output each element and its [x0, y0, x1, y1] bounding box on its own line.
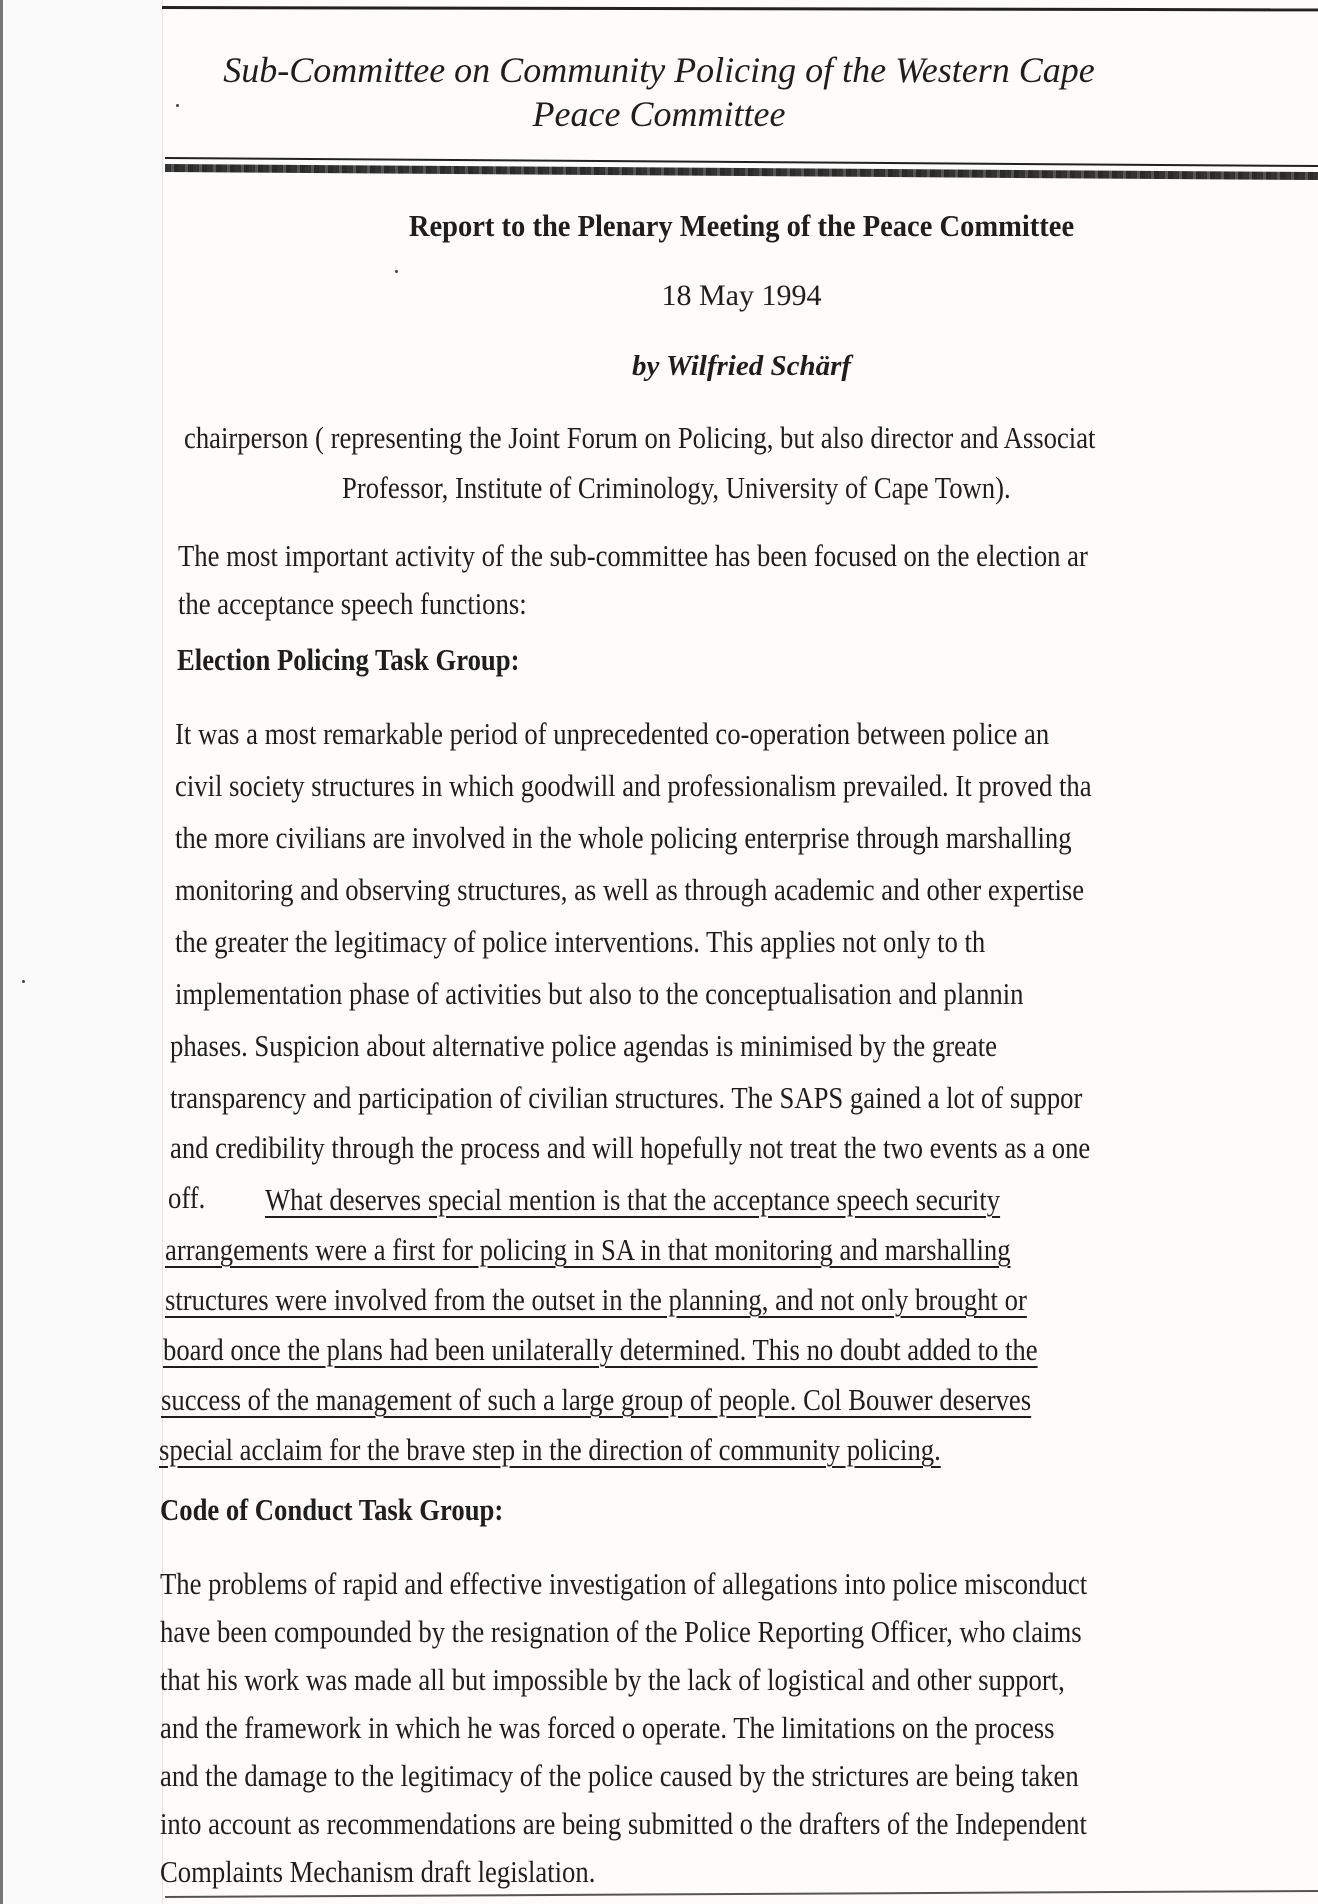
- conduct-line-2: have been compounded by the resignation of the Police Reporting Officer, who claims: [160, 1614, 1082, 1649]
- conduct-line-7: Complaints Mechanism draft legislation.: [160, 1854, 596, 1889]
- header-title-line2: Peace Committee: [532, 94, 786, 134]
- highlighted-line-4: board once the plans had been unilaterally determined. This no doubt added to the: [163, 1332, 1038, 1367]
- election-line-1: It was a most remarkable period of unprecedented co-operation between police an: [175, 716, 1050, 751]
- election-line-9: and credibility through the process and will hopefully not treat the two events as a one: [170, 1130, 1091, 1165]
- highlighted-line-3: structures were involved from the outset in the planning, and not only brought or: [165, 1282, 1027, 1317]
- highlighted-line-6: special acclaim for the brave step in the direction of community policing.: [159, 1432, 941, 1467]
- intro-line-2: the acceptance speech functions:: [178, 586, 527, 621]
- section-heading-code-of-conduct: Code of Conduct Task Group:: [160, 1492, 504, 1527]
- election-line-3: the more civilians are involved in the whole policing enterprise through marshalling: [175, 820, 1072, 855]
- section-heading-election: Election Policing Task Group:: [177, 642, 520, 677]
- conduct-line-5: and the damage to the legitimacy of the police caused by the strictures are being taken: [160, 1758, 1079, 1793]
- election-line-8: transparency and participation of civilian structures. The SAPS gained a lot of suppor: [170, 1080, 1083, 1115]
- scan-left-margin: [0, 0, 162, 1904]
- report-date: 18 May 1994: [661, 279, 822, 312]
- highlighted-line-5: success of the management of such a large group of people. Col Bouwer deserves: [161, 1382, 1032, 1417]
- report-title: Report to the Plenary Meeting of the Peace Committee: [408, 208, 1075, 243]
- election-line-2: civil society structures in which goodwill and professionalism prevailed. It proved tha: [175, 768, 1092, 803]
- highlighted-line-2: arrangements were a first for policing in SA in that monitoring and marshalling: [165, 1232, 1011, 1267]
- conduct-line-3: that his work was made all but impossible by the lack of logistical and other support,: [160, 1662, 1065, 1697]
- scan-speck: [176, 104, 179, 107]
- header-title-line1: Sub-Committee on Community Policing of the Western Cape: [223, 50, 1095, 90]
- report-byline: by Wilfried Schärf: [631, 350, 852, 382]
- highlighted-line-1: What deserves special mention is that the acceptance speech security: [265, 1182, 1001, 1217]
- conduct-line-4: and the framework in which he was forced o operate. The limitations on the process: [160, 1710, 1055, 1745]
- conduct-line-6: into account as recommendations are being submitted o the drafters of the Independent: [160, 1806, 1087, 1841]
- scan-speck: [395, 270, 398, 273]
- affiliation-line-1: chairperson ( representing the Joint Forum on Policing, but also director and Associat: [184, 420, 1096, 455]
- election-line-4: monitoring and observing structures, as well as through academic and other expertise: [175, 872, 1085, 907]
- scan-edge-line: [0, 0, 3, 1904]
- election-line-6: implementation phase of activities but also to the conceptualisation and plannin: [175, 976, 1024, 1011]
- scan-speck: [22, 980, 25, 983]
- election-line-7: phases. Suspicion about alternative police agendas is minimised by the greate: [170, 1028, 997, 1063]
- election-line-10: off.: [168, 1180, 206, 1215]
- conduct-line-1: The problems of rapid and effective investigation of allegations into police misconduct: [160, 1566, 1088, 1601]
- intro-line-1: The most important activity of the sub-committee has been focused on the election ar: [178, 538, 1088, 573]
- affiliation-line-2: Professor, Institute of Criminology, University of Cape Town).: [342, 470, 1011, 505]
- election-line-5: the greater the legitimacy of police interventions. This applies not only to th: [175, 924, 986, 959]
